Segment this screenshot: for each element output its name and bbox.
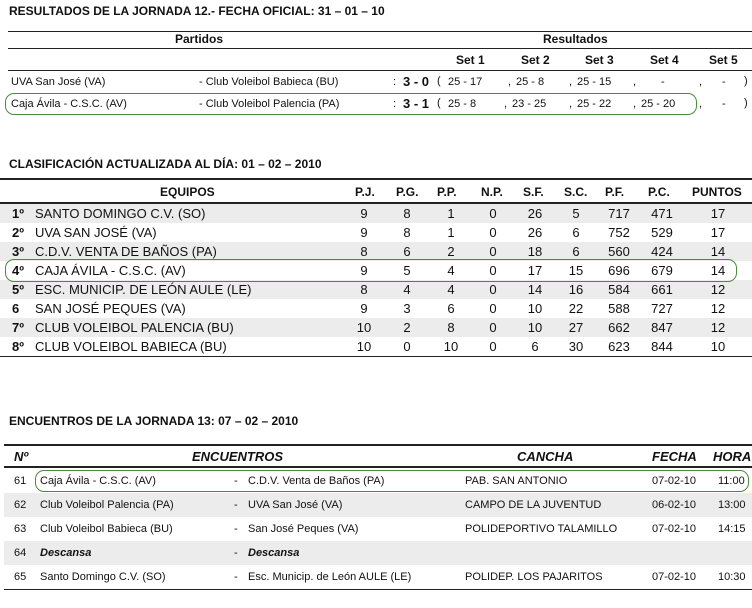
standings-pts: 17 bbox=[710, 225, 726, 240]
fixture-date: 07-02-10 bbox=[652, 571, 697, 583]
result-set5: - bbox=[722, 98, 726, 110]
fixtures-header-encuentros: ENCUENTROS bbox=[192, 449, 284, 464]
standings-pf: 717 bbox=[608, 206, 630, 221]
standings-np: 0 bbox=[489, 320, 497, 335]
standings-pg: 6 bbox=[403, 244, 411, 259]
standings-pos: 2º bbox=[12, 225, 24, 240]
standings-pp: 10 bbox=[443, 339, 459, 354]
standings-pc: 424 bbox=[651, 244, 673, 259]
fixtures-header-hora: HORA bbox=[713, 449, 752, 464]
standings-pos: 5º bbox=[12, 282, 24, 297]
fixture-number: 62 bbox=[14, 499, 27, 511]
standings-np: 0 bbox=[489, 339, 497, 354]
standings-sc: 6 bbox=[572, 225, 580, 240]
result-set4: - bbox=[661, 76, 665, 88]
results-header-resultados: Resultados bbox=[543, 32, 608, 46]
standings-pj: 9 bbox=[360, 225, 368, 240]
row-shading bbox=[4, 541, 752, 565]
standings-pf: 560 bbox=[608, 244, 630, 259]
fixture-court: PAB. SAN ANTONIO bbox=[465, 475, 568, 487]
standings-pj: 9 bbox=[360, 206, 368, 221]
standings-pj: 10 bbox=[356, 339, 372, 354]
fixture-number: 65 bbox=[14, 571, 27, 583]
standings-pts: 12 bbox=[710, 282, 726, 297]
standings-pf: 588 bbox=[608, 301, 630, 316]
highlight-outline bbox=[35, 470, 749, 492]
standings-sc: 30 bbox=[568, 339, 584, 354]
standings-sc: 15 bbox=[568, 263, 584, 278]
standings-pos: 1º bbox=[12, 206, 24, 221]
standings-sc: 6 bbox=[572, 244, 580, 259]
standings-bottom-line bbox=[0, 356, 752, 357]
standings-pg: 5 bbox=[403, 263, 411, 278]
result-set5: - bbox=[722, 76, 726, 88]
standings-pos: 6 bbox=[12, 301, 20, 316]
fixture-home-team: Santo Domingo C.V. (SO) bbox=[40, 571, 166, 583]
standings-pj: 9 bbox=[360, 263, 368, 278]
standings-team: C.D.V. VENTA DE BAÑOS (PA) bbox=[35, 244, 217, 259]
standings-pc: 471 bbox=[651, 206, 673, 221]
standings-header-sc: S.C. bbox=[564, 185, 588, 199]
results-header-set4: Set 4 bbox=[650, 53, 679, 67]
fixture-time: 13:00 bbox=[718, 499, 746, 511]
fixture-home-team: Club Voleibol Babieca (BU) bbox=[40, 523, 173, 535]
standings-np: 0 bbox=[489, 244, 497, 259]
fixture-home-team: Caja Ávila - C.S.C. (AV) bbox=[40, 475, 156, 487]
fixtures-header-fecha: FECHA bbox=[652, 449, 697, 464]
standings-pts: 12 bbox=[710, 301, 726, 316]
standings-sf: 17 bbox=[527, 263, 543, 278]
standings-pos: 7º bbox=[12, 320, 24, 335]
standings-sf: 14 bbox=[527, 282, 543, 297]
standings-sc: 5 bbox=[572, 206, 580, 221]
standings-header-pp: P.P. bbox=[437, 185, 457, 199]
standings-pts: 17 bbox=[710, 206, 726, 221]
standings-sf: 18 bbox=[527, 244, 543, 259]
fixture-date: 07-02-10 bbox=[652, 475, 697, 487]
standings-np: 0 bbox=[489, 282, 497, 297]
result-home-team: Caja Ávila - C.S.C. (AV) bbox=[11, 98, 127, 110]
fixture-time: 14:15 bbox=[718, 523, 746, 535]
results-header-partidos: Partidos bbox=[175, 32, 224, 46]
standings-pf: 623 bbox=[608, 339, 630, 354]
standings-pc: 847 bbox=[651, 320, 673, 335]
fixture-away-team: UVA San José (VA) bbox=[248, 499, 343, 511]
result-score: 3 - 0 bbox=[403, 74, 430, 89]
result-away-team: - Club Voleibol Palencia (PA) bbox=[199, 98, 340, 110]
fixture-number: 64 bbox=[14, 547, 27, 559]
standings-header-pc: P.C. bbox=[648, 185, 670, 199]
fixtures-header-cancha: CANCHA bbox=[517, 449, 574, 464]
standings-pj: 8 bbox=[360, 282, 368, 297]
fixtures-title: ENCUENTROS DE LA JORNADA 13: 07 – 02 – 2010 bbox=[9, 414, 299, 428]
fixture-away-team: Esc. Municip. de León AULE (LE) bbox=[248, 571, 412, 583]
standings-pos: 4º bbox=[12, 263, 24, 278]
standings-header-np: N.P. bbox=[481, 185, 503, 199]
fixture-date: 07-02-10 bbox=[652, 523, 697, 535]
fixture-court: CAMPO DE LA JUVENTUD bbox=[465, 499, 602, 511]
standings-pc: 661 bbox=[651, 282, 673, 297]
fixture-number: 61 bbox=[14, 475, 27, 487]
standings-sf: 26 bbox=[527, 225, 543, 240]
standings-header-pj: P.J. bbox=[355, 185, 375, 199]
standings-pj: 9 bbox=[360, 301, 368, 316]
standings-pj: 10 bbox=[356, 320, 372, 335]
standings-sf: 10 bbox=[527, 301, 543, 316]
standings-pp: 4 bbox=[447, 282, 455, 297]
standings-pj: 8 bbox=[360, 244, 368, 259]
standings-sf: 10 bbox=[527, 320, 543, 335]
standings-header-equipos: EQUIPOS bbox=[160, 185, 215, 199]
standings-pc: 727 bbox=[651, 301, 673, 316]
standings-pg: 2 bbox=[403, 320, 411, 335]
fixture-time: 11:00 bbox=[718, 475, 745, 487]
fixture-away-team: San José Peques (VA) bbox=[248, 523, 359, 535]
results-header-set3: Set 3 bbox=[585, 53, 614, 67]
standings-team: CLUB VOLEIBOL PALENCIA (BU) bbox=[35, 320, 234, 335]
fixture-number: 63 bbox=[14, 523, 27, 535]
standings-team: ESC. MUNICIP. DE LEÓN AULE (LE) bbox=[35, 282, 252, 297]
result-home-team: UVA San José (VA) bbox=[11, 76, 106, 88]
result-set2: 25 - 8 bbox=[516, 76, 545, 88]
result-set1: 25 - 8 bbox=[448, 98, 477, 110]
standings-pg: 0 bbox=[403, 339, 411, 354]
fixtures-header-n: Nº bbox=[14, 449, 29, 464]
standings-pg: 8 bbox=[403, 206, 411, 221]
standings-pf: 752 bbox=[608, 225, 630, 240]
fixtures-header-line bbox=[4, 466, 752, 468]
standings-pp: 8 bbox=[447, 320, 455, 335]
results-header-set2: Set 2 bbox=[521, 53, 550, 67]
standings-sc: 16 bbox=[568, 282, 584, 297]
fixture-home-team: Club Voleibol Palencia (PA) bbox=[40, 499, 174, 511]
result-set4: 25 - 20 bbox=[641, 98, 676, 110]
fixture-away-team: Descansa bbox=[248, 547, 300, 559]
standings-header-pg: P.G. bbox=[396, 185, 419, 199]
fixture-away-team: C.D.V. Venta de Baños (PA) bbox=[248, 475, 385, 487]
standings-pf: 662 bbox=[608, 320, 630, 335]
result-set3: 25 - 15 bbox=[577, 76, 612, 88]
standings-title: CLASIFICACIÓN ACTUALIZADA AL DÍA: 01 – 02 – 2010 bbox=[9, 157, 322, 171]
standings-header-puntos: PUNTOS bbox=[692, 185, 742, 199]
fixture-court: POLIDEP. LOS PAJARITOS bbox=[465, 571, 603, 583]
standings-top-line bbox=[0, 178, 752, 180]
standings-pts: 10 bbox=[710, 339, 726, 354]
results-header-set1: Set 1 bbox=[456, 53, 485, 67]
standings-pc: 679 bbox=[651, 263, 673, 278]
standings-header-sf: S.F. bbox=[523, 185, 544, 199]
standings-pf: 696 bbox=[608, 263, 630, 278]
fixture-home-team: Descansa bbox=[40, 547, 92, 559]
result-score: 3 - 1 bbox=[403, 96, 430, 111]
standings-pf: 584 bbox=[608, 282, 630, 297]
results-header-top-line bbox=[8, 31, 752, 32]
standings-pp: 2 bbox=[447, 244, 455, 259]
fixture-court: POLIDEPORTIVO TALAMILLO bbox=[465, 523, 618, 535]
standings-team: CLUB VOLEIBOL BABIECA (BU) bbox=[35, 339, 227, 354]
results-header-set5: Set 5 bbox=[709, 53, 738, 67]
fixture-date: 06-02-10 bbox=[652, 499, 697, 511]
standings-sc: 27 bbox=[568, 320, 584, 335]
standings-pts: 14 bbox=[710, 263, 726, 278]
standings-pp: 4 bbox=[447, 263, 455, 278]
results-header-mid-line bbox=[8, 48, 752, 49]
standings-sc: 22 bbox=[568, 301, 584, 316]
results-header-bottom-line bbox=[8, 70, 752, 71]
result-set3: 25 - 22 bbox=[577, 98, 612, 110]
standings-pg: 8 bbox=[403, 225, 411, 240]
results-title: RESULTADOS DE LA JORNADA 12.- FECHA OFICIAL: 31 – 01 – 10 bbox=[9, 4, 385, 18]
standings-pg: 4 bbox=[403, 282, 411, 297]
standings-pos: 8º bbox=[12, 339, 24, 354]
standings-team: SAN JOSÉ PEQUES (VA) bbox=[35, 301, 186, 316]
fixtures-bottom-line bbox=[4, 589, 752, 590]
standings-sf: 26 bbox=[527, 206, 543, 221]
standings-np: 0 bbox=[489, 301, 497, 316]
result-set1: 25 - 17 bbox=[448, 76, 483, 88]
standings-team: CAJA ÁVILA - C.S.C. (AV) bbox=[35, 263, 186, 278]
highlight-outline bbox=[5, 259, 737, 282]
standings-team: SANTO DOMINGO C.V. (SO) bbox=[35, 206, 206, 221]
standings-pp: 1 bbox=[447, 206, 455, 221]
standings-pp: 6 bbox=[447, 301, 455, 316]
result-away-team: - Club Voleibol Babieca (BU) bbox=[199, 76, 339, 88]
standings-np: 0 bbox=[489, 206, 497, 221]
standings-sf: 6 bbox=[531, 339, 539, 354]
standings-pts: 12 bbox=[710, 320, 726, 335]
standings-pts: 14 bbox=[710, 244, 726, 259]
standings-pp: 1 bbox=[447, 225, 455, 240]
standings-pc: 529 bbox=[651, 225, 673, 240]
standings-pg: 3 bbox=[403, 301, 411, 316]
fixtures-top-line bbox=[4, 444, 752, 446]
standings-team: UVA SAN JOSÉ (VA) bbox=[35, 225, 157, 240]
standings-np: 0 bbox=[489, 225, 497, 240]
fixture-time: 10:30 bbox=[718, 571, 746, 583]
standings-np: 0 bbox=[489, 263, 497, 278]
result-set2: 23 - 25 bbox=[512, 98, 547, 110]
standings-pc: 844 bbox=[651, 339, 673, 354]
standings-pos: 3º bbox=[12, 244, 24, 259]
standings-header-pf: P.F. bbox=[605, 185, 625, 199]
